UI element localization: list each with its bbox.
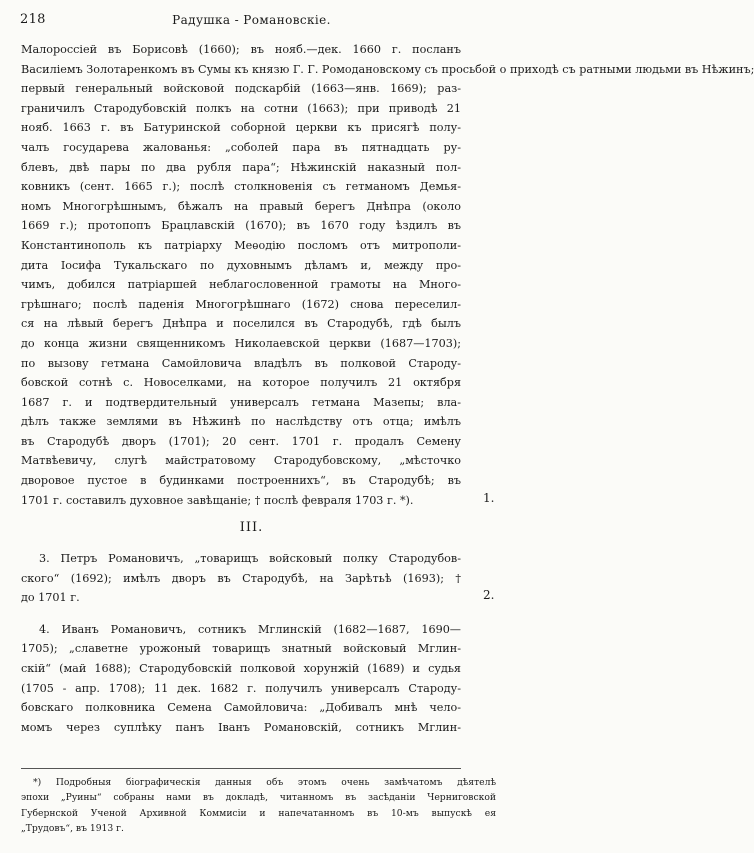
footnote-divider bbox=[21, 768, 461, 769]
body-line: бовской сотнѣ с. Новоселками, на которое получилъ 21 октября bbox=[21, 376, 461, 390]
body-line: дита Іосифа Тукальскаго по духовнымъ дѣламъ и, между про- bbox=[21, 258, 461, 272]
entry-line: 1705); „славетне урожоный товарищъ знатный войсковый Мглин- bbox=[21, 642, 461, 656]
body-line: 1701 г. составилъ духовное завѣщаніе; † послѣ февраля 1703 г. *). bbox=[21, 493, 414, 507]
page-number: 218 bbox=[20, 12, 46, 27]
body-line: Малороссіей въ Борисовѣ (1660); въ нояб.—дек. 1660 г. посланъ bbox=[21, 43, 461, 56]
genealogy-entry bbox=[21, 620, 461, 738]
margin-note-number: 2. bbox=[483, 588, 495, 602]
body-line: чимъ, добился патріаршей неблагословенной грамоты на Много- bbox=[21, 278, 461, 292]
entry-line: до 1701 г. bbox=[21, 591, 80, 605]
entry-line: момъ через суплѣку панъ Іванъ Романовскій, сотникъ Мглин- bbox=[21, 720, 461, 734]
footnote-line: Губернской Ученой Архивной Коммисіи и напечатанномъ въ 10-мъ выпускѣ ея bbox=[21, 807, 496, 819]
body-line: блевъ, двѣ пары по два рубля пара“; Нѣжинскій наказный пол- bbox=[21, 160, 461, 174]
entry-line: ского“ (1692); имѣлъ дворъ въ Стародубѣ, на Зарѣтьѣ (1693); † bbox=[21, 571, 461, 585]
entry-line: (1705 - апр. 1708); 11 дек. 1682 г. получилъ универсалъ Староду- bbox=[21, 681, 461, 695]
footnote bbox=[21, 775, 496, 836]
body-line: дѣлъ также землями въ Нѣжинѣ по наслѣдству отъ отца; имѣлъ bbox=[21, 415, 461, 429]
body-line: ся на лѣвый берегъ Днѣпра и поселился въ Стародубѣ, гдѣ былъ bbox=[21, 317, 461, 331]
body-line: первый генеральный войсковой подскарбій (1663—янв. 1669); раз- bbox=[21, 82, 461, 96]
body-line: Матвѣевичу, слугѣ майстратовому Стародубовскому, „мѣсточко bbox=[21, 454, 461, 468]
body-line: Василіемъ Золотаренкомъ въ Сумы къ князю Г. Г. Ромодановскому съ просьбой о приходѣ съ ратными людьми въ Нѣжинъ; bbox=[21, 62, 754, 76]
body-line: граничилъ Стародубовскій полкъ на сотни (1663); при приводѣ 21 bbox=[21, 101, 461, 115]
body-line: въ Стародубѣ дворъ (1701); 20 сент. 1701 г. продалъ Семену bbox=[21, 434, 461, 448]
body-line: до конца жизни священникомъ Николаевской церкви (1687—1703); bbox=[21, 336, 461, 350]
body-line: Константинополь къ патріарху Меѳодію посломъ отъ митрополи- bbox=[21, 238, 461, 252]
page-header bbox=[0, 10, 503, 30]
body-line: дворовое пустое в будинками построеннихъ“, въ Стародубѣ; въ bbox=[21, 474, 461, 488]
footnote-line: эпохи „Руины“ собраны нами въ докладѣ, читанномъ въ засѣданіи Черниговской bbox=[21, 792, 496, 804]
running-title: Радушка - Романовскіе. bbox=[172, 13, 331, 27]
entry-line: бовскаго полковника Семена Самойловича: „Добивалъ мнѣ чело- bbox=[21, 701, 461, 715]
body-line: 1687 г. и подтвердительный универсалъ гетмана Мазепы; вла- bbox=[21, 395, 461, 409]
entry-line: 4. Иванъ Романовичъ, сотникъ Мглинскій (1682—1687, 1690— bbox=[39, 622, 461, 636]
genealogy-entries bbox=[21, 549, 461, 749]
margin-note-number: 1. bbox=[483, 491, 495, 505]
body-line: 1669 г.); протопопъ Брацлавскій (1670); въ 1670 году ѣздилъ въ bbox=[21, 219, 461, 233]
footnote-line: „Трудовъ“, въ 1913 г. bbox=[21, 822, 124, 834]
body-line: грѣшнаго; послѣ паденія Многогрѣшнаго (1672) снова переселил- bbox=[21, 297, 461, 311]
section-heading: III. bbox=[239, 520, 264, 535]
entry-line: 3. Петръ Романовичъ, „товарищъ войсковый полку Стародубов- bbox=[39, 552, 461, 565]
entry-line: скій“ (май 1688); Стародубовскій полковой хорунжій (1689) и судья bbox=[21, 661, 461, 675]
body-line: номъ Многогрѣшнымъ, бѣжалъ на правый берегъ Днѣпра (около bbox=[21, 199, 461, 213]
body-line: ковникъ (сент. 1665 г.); послѣ столкновенія съ гетманомъ Демья- bbox=[21, 180, 461, 194]
genealogy-entry bbox=[21, 549, 461, 608]
body-line: нояб. 1663 г. въ Батуринской соборной церкви къ присягѣ полу- bbox=[21, 121, 461, 135]
body-line: по вызову гетмана Самойловича владѣлъ въ полковой Староду- bbox=[21, 356, 461, 370]
footnote-line: *) Подробныя біографическія данныя объ этомъ очень замѣчатомъ дѣятелѣ bbox=[33, 777, 496, 788]
body-line: чалъ государева жалованья: „соболей пара въ пятнадцать ру- bbox=[21, 140, 461, 154]
body-paragraph bbox=[21, 40, 754, 510]
